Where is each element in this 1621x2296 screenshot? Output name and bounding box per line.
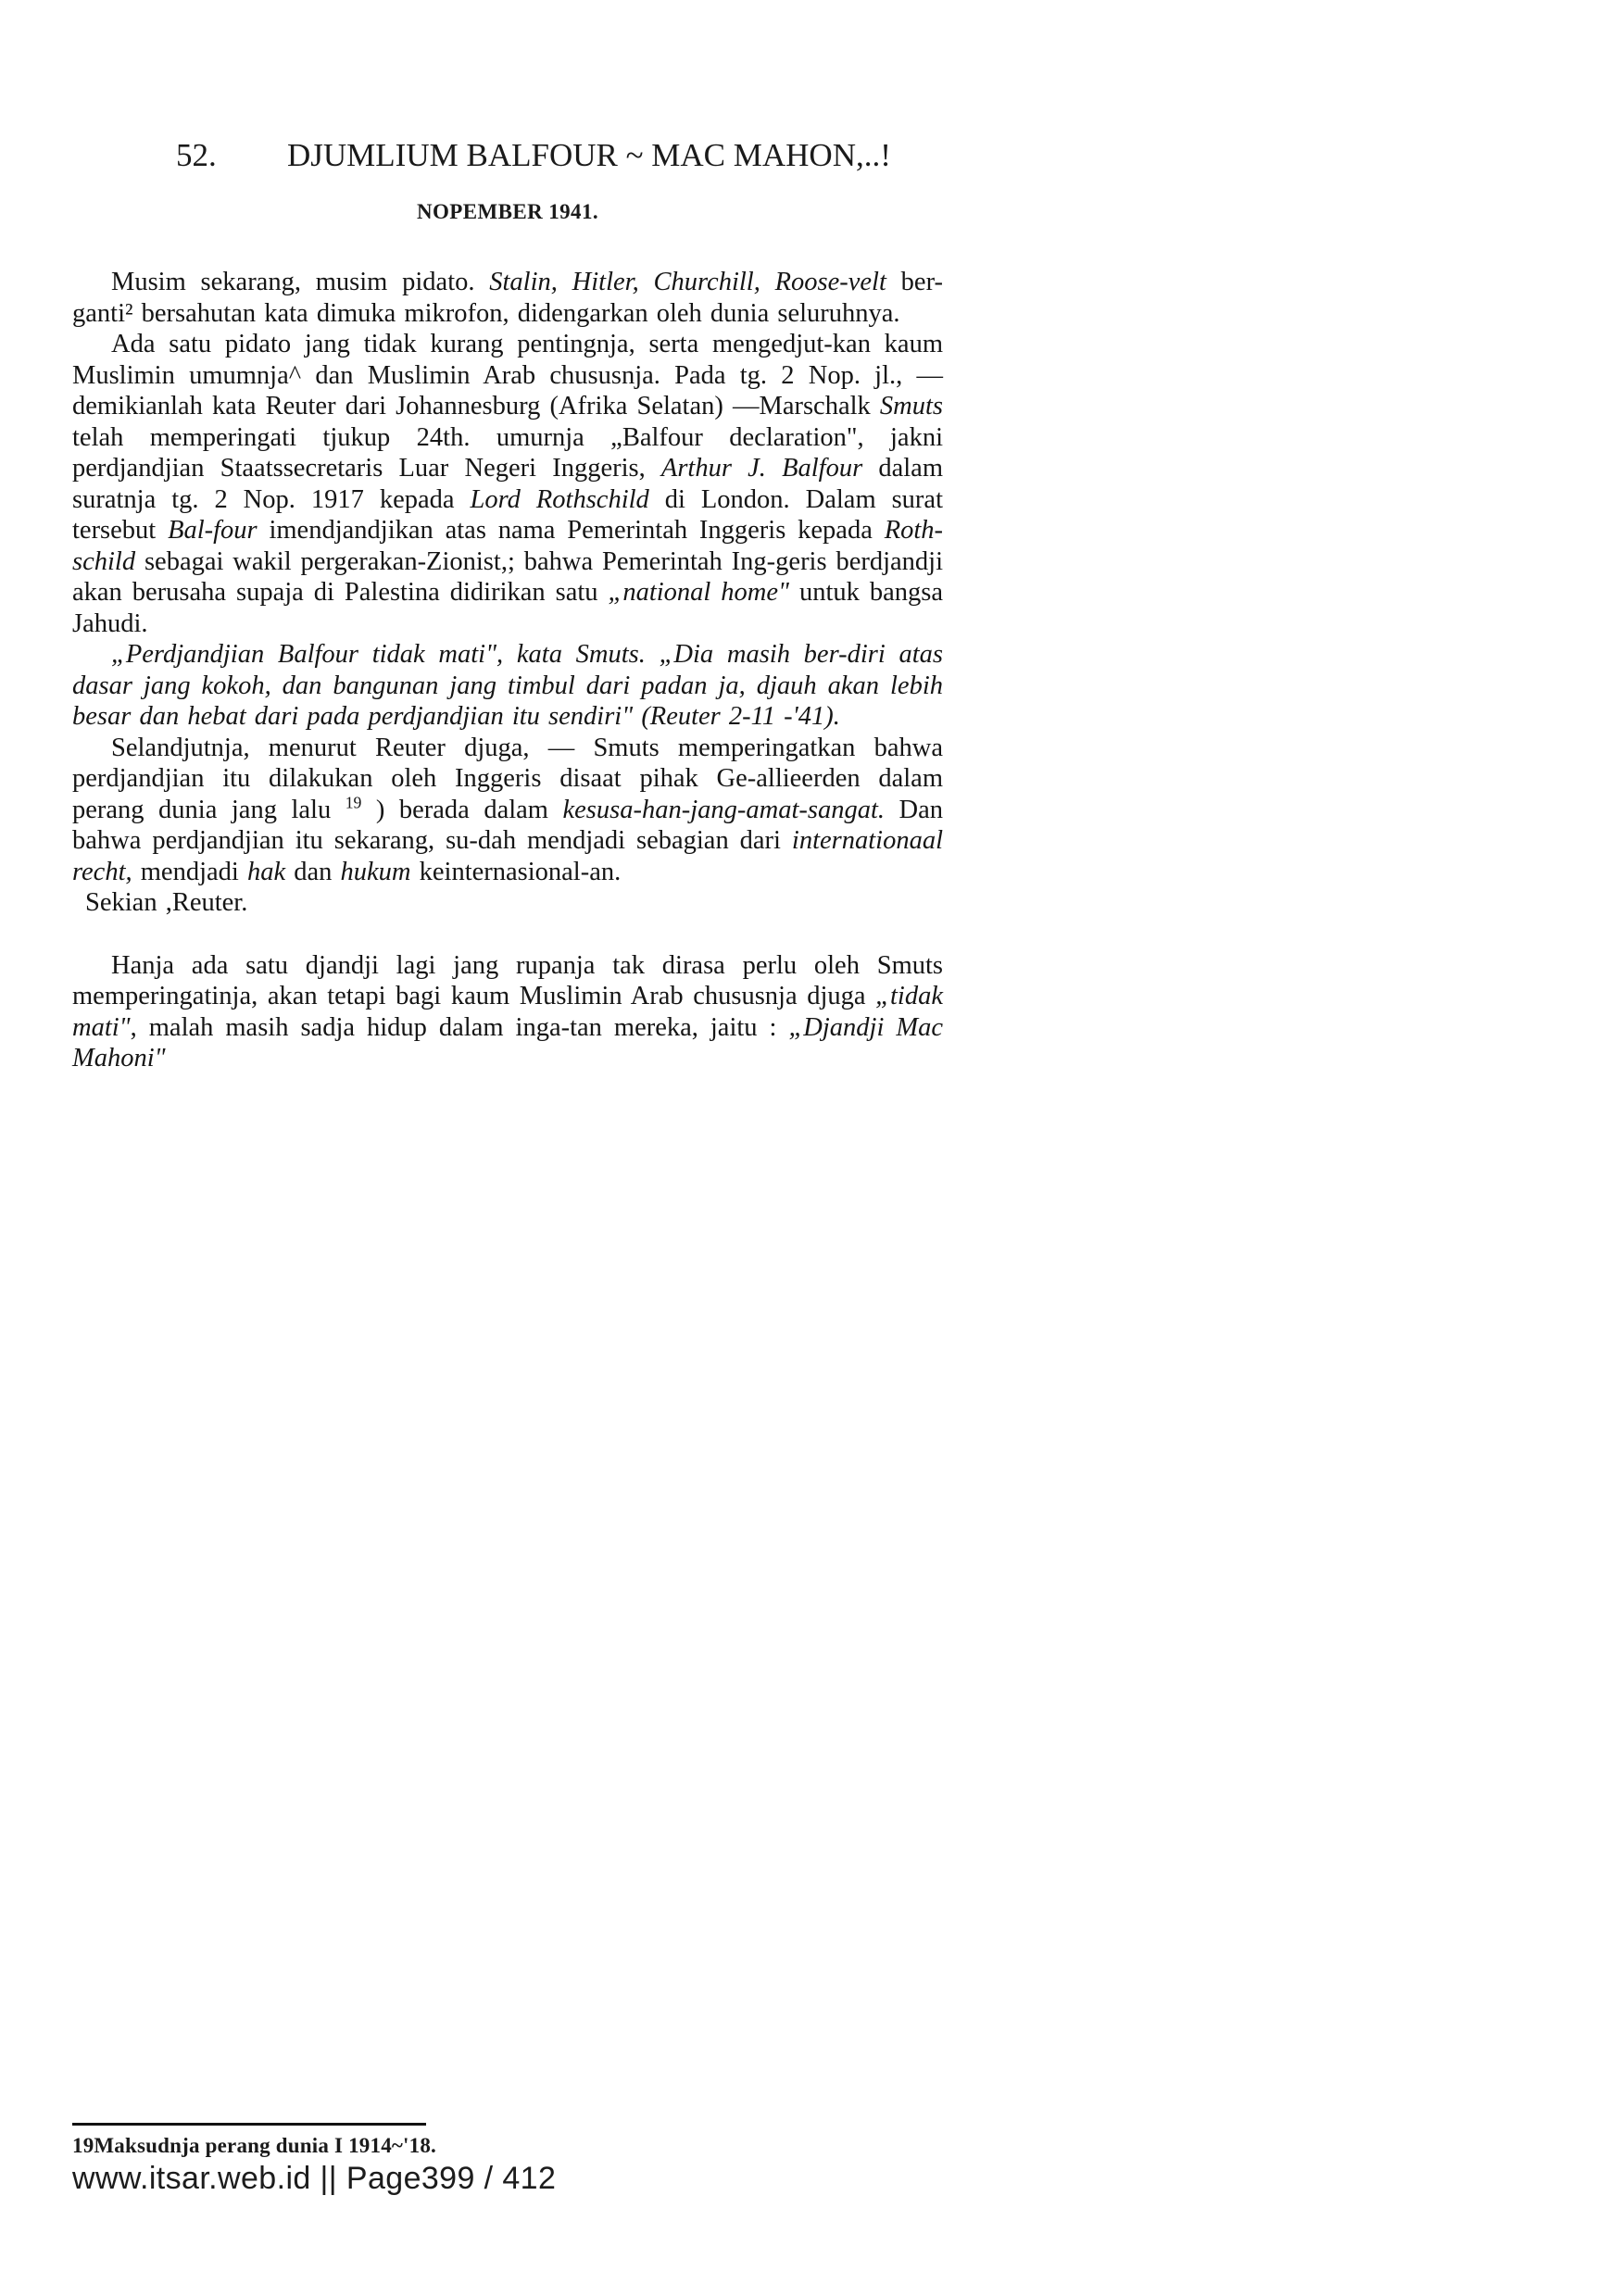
text-run: Sekian ,Reuter. — [85, 888, 248, 917]
document-page — [72, 137, 943, 1074]
paragraph — [72, 887, 943, 919]
chapter-number: 52. — [176, 137, 217, 173]
paragraph — [72, 639, 943, 733]
paragraph — [72, 267, 943, 329]
italic-text: Roth-schild — [72, 516, 944, 576]
paragraph — [72, 733, 943, 888]
italic-text: Arthur J. Balfour — [660, 454, 863, 483]
italic-text: „Perdjandjian Balfour tidak mati", kata Smuts. „Dia masih ber-diri atas dasar jang kokoh, dan bangunan jang timbul dari padan ja, djauh akan lebih besar dan hebat dari pada perdjandjian itu sendiri" (Reuter 2-11 -'41). — [72, 640, 943, 731]
footnote-block — [72, 2123, 943, 2197]
footnote-divider — [72, 2123, 426, 2126]
paragraph — [72, 950, 943, 1074]
italic-text: „tidak mati" — [72, 982, 943, 1042]
text-run: mendjadi — [132, 857, 247, 886]
chapter-subtitle: NOPEMBER 1941. — [417, 200, 598, 223]
text-run: untuk bangsa Jahudi. — [72, 578, 943, 638]
text-run: imendjandjikan atas nama Pemerintah Inggeris kepada — [257, 516, 885, 545]
text-run: ) berada dalam — [361, 795, 563, 824]
text-run: Musim sekarang, musim pidato. — [111, 268, 490, 296]
italic-text: Smuts — [879, 392, 943, 420]
text-run: dalam suratnja tg. 2 Nop. 1917 kepada — [72, 454, 943, 514]
footnote-marker: 19 — [345, 793, 362, 811]
text-run: Selandjutnja, menurut Reuter djuga, — Smuts memperingatkan bahwa perdjandjian itu dilakukan oleh Inggeris disaat pihak Ge-allieerden dalam perang dunia jang lalu — [72, 733, 943, 824]
text-run: Dan bahwa perdjandjian itu sekarang, su-dah mendjadi sebagian dari — [72, 795, 943, 855]
text-run: sebagai wakil pergerakan-Zionist,; bahwa Pemerintah Ing-geris berdjandji akan berusaha supaja di Palestina didirikan satu — [72, 546, 943, 607]
italic-text: Bal-four — [168, 516, 258, 545]
italic-text: „national home" — [608, 578, 789, 607]
text-run: keinternasional-an. — [410, 857, 622, 886]
text-run: di London. Dalam surat tersebut — [72, 484, 943, 545]
italic-text: hak — [246, 857, 286, 886]
text-run: Ada satu pidato jang tidak kurang pentingnja, serta mengedjut-kan kaum Muslimin umumnja^ dan Muslimin Arab chususnja. Pada tg. 2 Nop. jl., — demikianlah kata Reuter dari Johannesburg (Afrika Selatan) —Marschalk — [72, 330, 943, 420]
italic-text: „Djandji Mac Mahoni" — [72, 1012, 944, 1073]
footnote-text: 19Maksudnja perang dunia I 1914~'18. — [72, 2134, 437, 2157]
paragraphs — [72, 267, 943, 1074]
italic-text: kesusa-han-jang-amat-sangat. — [562, 795, 885, 824]
chapter-heading — [72, 137, 943, 174]
text-run: Hanja ada satu djandji lagi jang rupanja tak dirasa perlu oleh Smuts memperingatinja, akan tetapi bagi kaum Muslimin Arab chususnja djuga — [72, 950, 943, 1010]
italic-text: internationaal recht, — [72, 826, 943, 886]
text-run: ber-ganti² bersahutan kata dimuka mikrofon, didengarkan oleh dunia seluruhnya. — [72, 268, 943, 328]
italic-text: hukum — [340, 857, 411, 886]
chapter-title: DJUMLIUM BALFOUR ~ MAC MAHON,..! — [287, 137, 891, 173]
paragraph — [72, 329, 943, 639]
italic-text: Stalin, Hitler, Churchill, Roose-velt — [489, 268, 886, 296]
text-run: telah memperingati tjukup 24th. umurnja „Balfour declaration", jakni perdjandjian Staatssecretaris Luar Negeri Inggeris, — [72, 422, 943, 483]
text-run: dan — [285, 857, 341, 886]
page-footer: www.itsar.web.id || Page399 / 412 — [72, 2161, 557, 2196]
italic-text: Lord Rothschild — [470, 484, 649, 514]
text-run: , malah masih sadja hidup dalam inga-tan mereka, jaitu : — [130, 1012, 789, 1042]
